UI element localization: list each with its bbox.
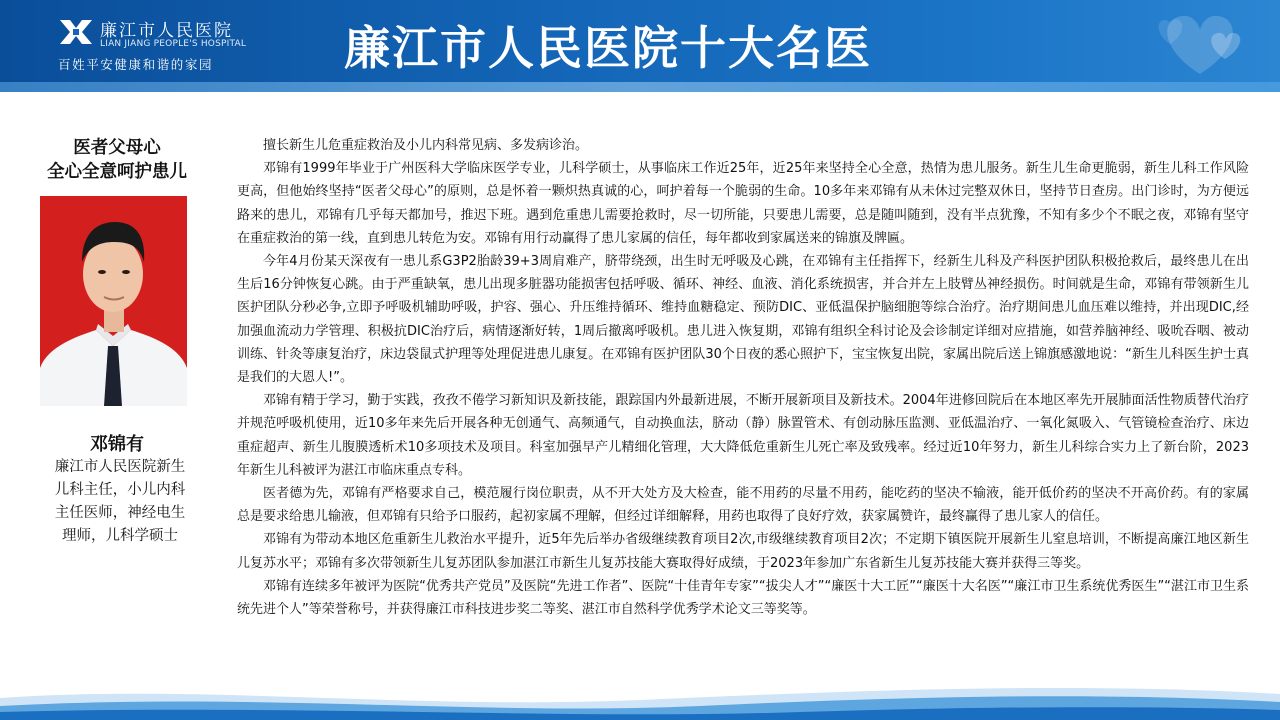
hospital-name-english: LIAN JIANG PEOPLE'S HOSPITAL: [100, 39, 247, 49]
hospital-logo: [58, 14, 258, 74]
doctor-title: 廉江市人民医院新生儿科主任，小儿内科主任医师，神经电生理师，儿科学硕士: [54, 459, 186, 544]
hospital-slogan: 百姓平安健康和谐的家园: [58, 57, 214, 72]
bio-paragraph: 邓锦有连续多年被评为医院“优秀共产党员”及医院“先进工作者”、医院“十佳青年专家”“拔尖人才”“廉医十大工匠”“廉医十大名医”“廉江市卫生系统优秀医生”“湛江市卫生系统先进个人”等荣誉称号，并获得廉江市科技进步奖二等奖、湛江市自然科学优秀学术论文三等奖等。: [237, 578, 1249, 618]
bio-paragraph: 邓锦有精于学习，勤于实践，孜孜不倦学习新知识及新技能，跟踪国内外最新进展，不断开展新项目及新技术。2004年进修回院后在本地区率先开展肺面活性物质替代治疗并规范呼吸机使用，近10多年来先后开展各种无创通气、高频通气，自动换血法，脐动（静）脉置管术、有创动脉压监测、亚低温治疗、一氧化氮吸入、气管镜检查治疗、床边重症超声、新生儿腹膜透析术10多项技术及项目。科室加强早产儿精细化管理，大大降低危重新生儿死亡率及致残率。经过近10年努力，新生儿科综合实力上了新台阶，2023年新生儿科被评为湛江市临床重点专科。: [237, 393, 1249, 478]
footer-wave-graphic: [0, 680, 1280, 720]
footer-wave: [0, 680, 1280, 720]
bio-paragraph: 今年4月份某天深夜有一患儿系G3P2胎龄39+3周肩难产，脐带绕颈，出生时无呼吸及心跳，在邓锦有主任指挥下，经新生儿科及产科医护团队积极抢救后，最终患儿在出生后16分钟恢复心跳。由于严重缺氧，患儿出现多脏器功能损害包括呼吸、循环、神经、血液、消化系统损害，并合并左上肢臂丛神经损伤。时间就是生命，邓锦有带领新生儿医护团队分秒必争,立即予呼吸机辅助呼吸，护容、强心、升压维持循环、维持血糖稳定、预防DIC、亚低温保护脑细胞等综合治疗。治疗期间患儿血压难以维持，并出现DIC,经加强血流动力学管理、积极抗DIC治疗后，病情逐渐好转，1周后撤离呼吸机。患儿进入恢复期，邓锦有组织全科讨论及会诊制定详细对应措施，如营养脑神经、吸吮吞咽、被动训练、针灸等康复治疗，床边袋鼠式护理等处理促进患儿康复。在邓锦有医护团队30个日夜的悉心照护下，宝宝恢复出院，家属出院后送上锦旗感激地说：“新生儿科医生护士真是我们的大恩人!”。: [237, 254, 1249, 386]
doctor-photo: [40, 196, 187, 406]
hospital-name: 廉江市人民医院: [100, 21, 233, 41]
bio-paragraph: 邓锦有1999年毕业于广州医科大学临床医学专业，儿科学硕士，从事临床工作近25年，近25年来坚持全心全意，热情为患儿服务。新生儿生命更脆弱，新生儿科工作风险更高，但他始终坚持“医者父母心”的原则，总是怀着一颗炽热真诚的心，呵护着每一个脆弱的生命。10多年来邓锦有从未休过完整双休日，坚持节日查房。出门诊时，为方便远路来的患儿，邓锦有几乎每天都加号，推迟下班。遇到危重患儿需要抢救时，尽一切所能，只要患儿需要，总是随叫随到，没有半点犹豫，不知有多少个不眠之夜，邓锦有坚守在重症救治的第一线，直到患儿转危为安。邓锦有用行动赢得了患儿家属的信任，每年都收到家属送来的锦旗及牌匾。: [237, 161, 1249, 246]
doctor-profile: [34, 136, 200, 544]
hospital-logo-icon: [58, 16, 94, 48]
doctor-name: 邓锦有: [90, 434, 144, 455]
bio-paragraph: 医者德为先，邓锦有严格要求自己，模范履行岗位职责，从不开大处方及大检查，能不用药的尽量不用药，能吃药的坚决不输液，能开低价药的坚决不开高价药。有的家属总是要求给患儿输液，但邓锦有只给予口服药，起初家属不理解，但经过详细解释，用药也取得了良好疗效，获家属赞许，最终赢得了患儿家人的信任。: [237, 486, 1249, 525]
doctor-biography: [237, 134, 1249, 621]
page-title: 廉江市人民医院十大名医: [344, 21, 872, 75]
bio-paragraph: 邓锦有为带动本地区危重新生儿救治水平提升，近5年先后举办省级继续教育项目2次,市级继续教育项目2次；不定期下镇医院开展新生儿窒息培训，不断提高廉江地区新生儿复苏水平；邓锦有多次带领新生儿复苏团队参加湛江市新生儿复苏技能大赛取得好成绩，于2023年参加广东省新生儿复苏技能大赛并获得三等奖。: [237, 532, 1249, 571]
header-banner: [0, 0, 1280, 92]
motto-line-1: 医者父母心: [73, 138, 161, 158]
motto-line-2: 全心全意呵护患儿: [47, 162, 187, 182]
bio-paragraph: 擅长新生儿危重症救治及小儿内科常见病、多发病诊治。: [263, 138, 589, 153]
header-stripe: [0, 82, 1280, 92]
doctor-portrait-illustration: [40, 196, 187, 406]
heart-decoration-icon: [1130, 4, 1260, 84]
